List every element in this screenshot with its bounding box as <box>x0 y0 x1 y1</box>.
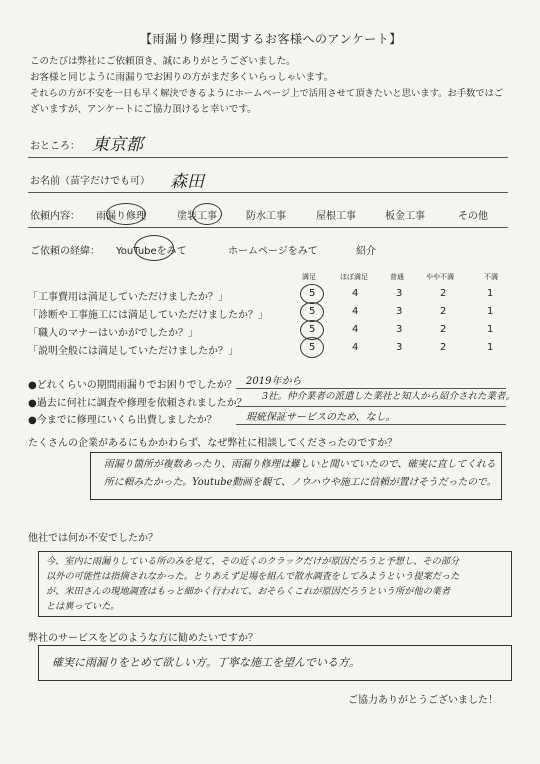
rating-cost-3[interactable]: 3 <box>396 288 403 299</box>
rating-cost-2[interactable]: 2 <box>440 288 447 299</box>
rating-manners-5[interactable]: 5 <box>309 324 316 335</box>
rating-diagnosis-2[interactable]: 2 <box>440 306 447 317</box>
q1-answer-line-1: 雨漏り箇所が複数あったり、雨漏り修理は難しいと聞いていたので、確実に直してくれる <box>104 459 496 470</box>
scale-header-mostly-satisfied: ほぼ満足 <box>340 273 368 281</box>
intro-line-4: ざいますが、アンケートにご協力頂けると幸いです。 <box>30 104 257 115</box>
satisfaction-question-explanation: 「説明全般には満足していただけましたか？」 <box>28 346 238 357</box>
rating-explanation-5[interactable]: 5 <box>309 342 316 353</box>
q1-pad-4 <box>90 423 91 424</box>
rating-diagnosis-5[interactable]: 5 <box>309 306 316 317</box>
rating-cost-4[interactable]: 4 <box>352 288 359 299</box>
request-option-sheet-metal[interactable]: 板金工事 <box>385 211 425 222</box>
scale-header-dissatisfied: 不満 <box>484 273 498 281</box>
rating-explanation-4[interactable]: 4 <box>352 342 359 353</box>
bullet-answer-cost[interactable]: 瑕疵保証サービスのため、なし。 <box>246 412 396 423</box>
scale-header-neutral: 普通 <box>390 273 404 281</box>
companies-underline <box>236 406 506 407</box>
rating-diagnosis-4[interactable]: 4 <box>352 306 359 317</box>
satisfaction-question-manners: 「職人のマナーはいかがでしたか？」 <box>28 328 198 339</box>
rating-manners-4[interactable]: 4 <box>352 324 359 335</box>
bullet-question-duration: ●どれくらいの期間雨漏りでお困りでしたか？ <box>28 380 237 391</box>
rating-diagnosis-1[interactable]: 1 <box>487 306 494 317</box>
scale-header-satisfied: 満足 <box>302 273 316 281</box>
page-title: 【雨漏り修理に関するお客様へのアンケート】 <box>140 32 402 46</box>
intro-line-1: このたびは弊社にご依頼頂き、誠にありがとうございました。 <box>30 56 296 67</box>
name-label: お名前（苗字だけでも可） <box>30 176 150 187</box>
rating-manners-2[interactable]: 2 <box>440 324 447 335</box>
q1-answer-line-2: 所に頼みたかった。Youtube動画を観て、ノウハウや施工に信頼が置けそうだったので。 <box>104 477 497 488</box>
route-option-referral[interactable]: 紹介 <box>356 246 376 257</box>
address-value[interactable]: 東京都 <box>92 135 143 155</box>
request-leak-circle <box>106 203 146 225</box>
name-value[interactable]: 森田 <box>170 172 204 192</box>
rating-explanation-2[interactable]: 2 <box>440 342 447 353</box>
request-option-waterproofing[interactable]: 防水工事 <box>246 211 286 222</box>
rating-cost-circle <box>300 284 324 304</box>
route-youtube-circle <box>134 235 174 261</box>
bullet-question-companies: ●過去に何社に調査や修理を依頼されましたか？ <box>28 398 247 409</box>
rating-explanation-3[interactable]: 3 <box>396 342 403 353</box>
satisfaction-question-cost: 「工事費用は満足していただけましたか？」 <box>28 292 228 303</box>
request-option-roofing[interactable]: 屋根工事 <box>316 211 356 222</box>
intro-line-3: それらの方が不安を一日も早く解決できるようにホームページ上で活用させて頂きたいと思います。お手数ではご <box>30 88 504 99</box>
q2-answer-line-1: 今、室内に雨漏りしている所のみを見て、その近くのクラックだけが原因だろうと予想し、その部分 <box>46 556 460 567</box>
rating-diagnosis-3[interactable]: 3 <box>396 306 403 317</box>
request-painting-circle <box>192 203 222 225</box>
name-underline <box>28 192 508 193</box>
rating-manners-1[interactable]: 1 <box>487 324 494 335</box>
request-option-painting[interactable]: 塗装工事 <box>177 211 217 222</box>
rating-explanation-circle <box>300 337 324 358</box>
rating-explanation-1[interactable]: 1 <box>487 342 494 353</box>
route-label: ご依頼の経緯： <box>30 246 100 257</box>
address-label: おところ： <box>30 141 80 152</box>
rating-diagnosis-circle <box>300 302 324 322</box>
intro-line-2: お客様と同じように雨漏りでお困りの方がまだ多くいらっしゃいます。 <box>30 72 334 83</box>
q3-answer: 確実に雨漏りをとめて欲しい方。丁寧な施工を望んでいる方。 <box>52 656 360 669</box>
request-option-other[interactable]: その他 <box>458 211 488 222</box>
route-option-homepage[interactable]: ホームページをみて <box>228 246 318 257</box>
rating-manners-3[interactable]: 3 <box>396 324 403 335</box>
q2-answer-line-3: が、米田さんの現地調査はもっと細かく行われて、おそらくこれが原因だろうという所が他の業者 <box>46 586 451 597</box>
satisfaction-question-diagnosis: 「診断や工事施工には満足していただけましたか？」 <box>28 310 268 321</box>
q3-question: 弊社のサービスをどのような方に勧めたいですか？ <box>28 633 258 644</box>
scale-header-somewhat-dissatisfied: やや不満 <box>426 273 454 281</box>
closing-message: ご協力ありがとうございました！ <box>348 695 498 706</box>
q1-question: たくさんの企業があるにもかかわらず、なぜ弊社に相談してくださったのですか？ <box>28 438 398 449</box>
q2-answer-line-2: 以外の可能性は指摘されなかった。とりあえず足場を組んで散水調査をしてみようという提案だった <box>46 571 460 582</box>
q2-question: 他社では何か不安でしたか？ <box>28 533 158 544</box>
q2-answer-line-4: とは異っていた。 <box>46 601 120 612</box>
rating-cost-5[interactable]: 5 <box>309 288 316 299</box>
address-underline <box>28 157 508 158</box>
bullet-question-cost: ●今までに修理にいくら出費しましたか？ <box>28 415 217 426</box>
bullet-answer-companies[interactable]: 3社。仲介業者の派遣した業社と知人から紹介された業者。 <box>262 391 516 402</box>
bullet-answer-duration[interactable]: 2019年から <box>246 376 302 387</box>
request-underline <box>28 227 508 228</box>
request-option-leak-repair[interactable]: 雨漏り修理 <box>96 211 146 222</box>
rating-cost-1[interactable]: 1 <box>487 288 494 299</box>
route-option-youtube[interactable]: YouTubeをみて <box>116 246 187 257</box>
request-label: 依頼内容： <box>30 211 80 222</box>
